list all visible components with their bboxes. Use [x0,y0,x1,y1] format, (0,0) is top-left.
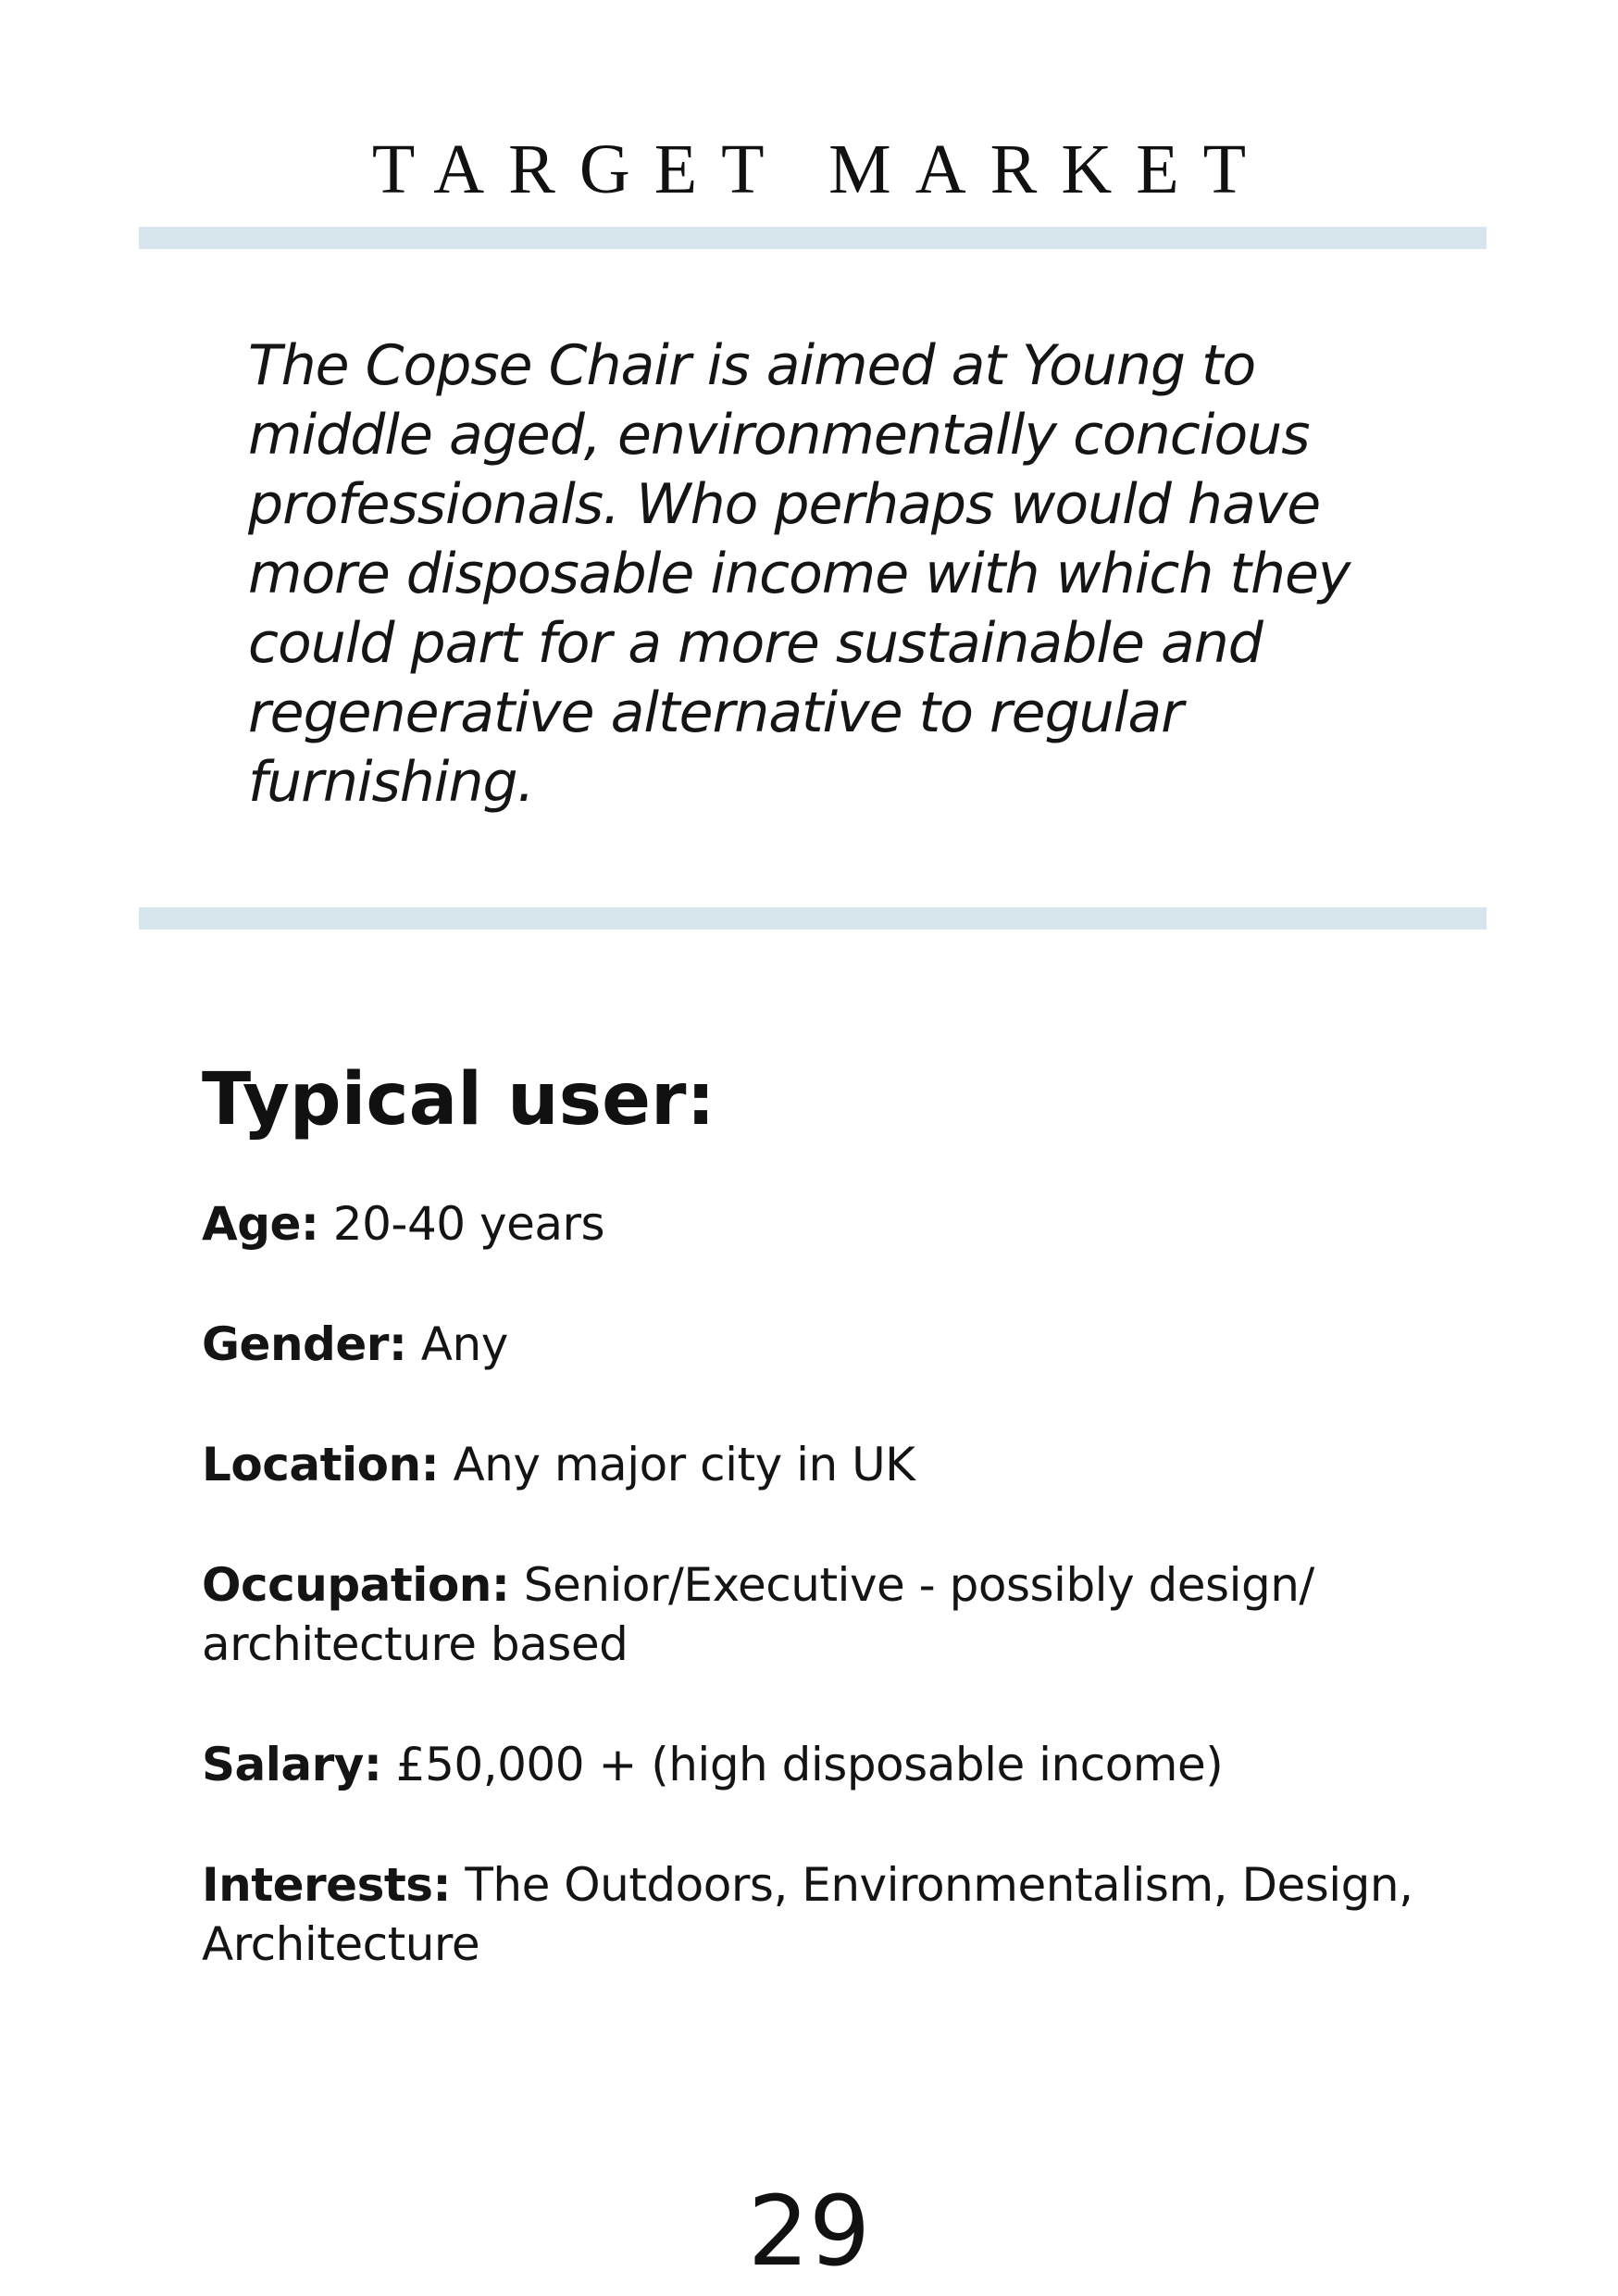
detail-value: £50,000 + (high disposable income) [381,1738,1224,1791]
detail-age [202,1194,1442,1254]
intro-paragraph: The Copse Chair is aimed at Young to middle aged, environmentally concious professionals. Who perhaps would have more disposable income with which they could part for a more sustainable and regenerative alternative to regular furnishing. [248,333,1350,815]
detail-occupation [202,1555,1442,1674]
detail-value: 20-40 years [318,1197,605,1251]
bottom-divider [139,907,1487,930]
typical-user-heading: Typical user: [202,1058,716,1142]
page-title: TARGET MARKET [371,131,1271,208]
detail-value: Any [406,1317,508,1371]
detail-location [202,1435,1442,1494]
page-number: 29 [747,2175,871,2288]
detail-value: The Outdoors, Environmentalism, Design, Architecture [202,1858,1413,1971]
top-divider [139,227,1487,249]
detail-label: Age: [202,1197,319,1251]
detail-salary [202,1735,1442,1794]
detail-interests [202,1855,1442,1974]
detail-label: Gender: [202,1317,407,1371]
detail-label: Interests: [202,1858,451,1912]
detail-gender [202,1315,1442,1374]
detail-value: Any major city in UK [439,1438,915,1491]
detail-label: Location: [202,1438,440,1491]
detail-label: Occupation: [202,1558,510,1612]
typical-user-details [202,1194,1442,2035]
detail-value: Senior/Executive - possibly design/ architecture based [202,1558,1314,1671]
detail-label: Salary: [202,1738,382,1791]
